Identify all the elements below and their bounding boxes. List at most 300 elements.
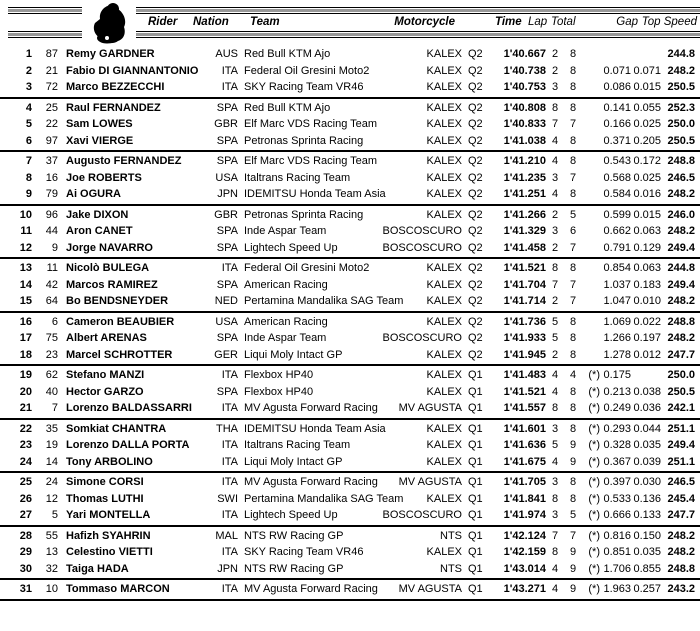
- motorcycle-make: KALEX: [426, 422, 462, 435]
- lap-time: 1'41.329: [503, 225, 546, 237]
- gap-to-first: 0.533: [603, 492, 631, 505]
- lap-time: 1'41.521: [503, 385, 546, 398]
- spacer: [58, 170, 66, 187]
- motorcycle-make: KALEX: [426, 101, 462, 114]
- rider-name: Joe ROBERTS: [66, 171, 142, 184]
- q1-marker: [582, 314, 600, 331]
- session-label: Q2: [468, 262, 483, 274]
- result-row: [0, 561, 700, 578]
- top-speed: 248.8: [667, 315, 695, 328]
- spacer: [58, 421, 66, 438]
- gap-to-previous: 0.012: [633, 348, 661, 361]
- nation-code: GER: [214, 348, 238, 361]
- nation-code: GBR: [214, 208, 238, 221]
- session-label: Q2: [468, 48, 483, 60]
- gap-to-previous: [631, 367, 661, 384]
- table-header: [0, 0, 700, 46]
- q1-marker: (*): [588, 439, 600, 451]
- total-laps: 9: [569, 546, 577, 558]
- lap-count: 4: [551, 369, 559, 381]
- lap-time: 1'41.704: [503, 278, 546, 291]
- rider-number: 21: [45, 64, 58, 77]
- rider-name: Celestino VIETTI: [66, 546, 153, 558]
- team-name: SKY Racing Team VR46: [244, 81, 364, 93]
- team-name: Liqui Moly Intact GP: [244, 348, 343, 361]
- session-label: Q1: [468, 492, 483, 505]
- lap-count: 7: [551, 118, 559, 130]
- result-row: [0, 293, 700, 310]
- total-laps: 7: [569, 278, 577, 291]
- result-row: [0, 186, 700, 203]
- top-speed: 248.8: [667, 562, 695, 575]
- result-row: [0, 63, 700, 80]
- team-name: IDEMITSU Honda Team Asia: [244, 188, 386, 200]
- session-label: Q2: [468, 241, 483, 254]
- total-laps: 8: [569, 422, 577, 435]
- nation-code: ITA: [221, 262, 238, 274]
- gap-to-previous: 0.133: [633, 509, 661, 521]
- gap-to-first: 0.816: [603, 529, 631, 542]
- gap-to-previous: 0.036: [633, 402, 661, 414]
- gap-to-first: 0.599: [603, 208, 631, 221]
- rider-number: 40: [45, 385, 58, 398]
- result-row: [0, 277, 700, 294]
- lap-count: 4: [551, 583, 559, 595]
- rider-name: Xavi VIERGE: [66, 134, 134, 147]
- nation-code: SPA: [216, 385, 238, 398]
- rider-number: 55: [45, 529, 58, 542]
- team-name: MV Agusta Forward Racing: [244, 583, 378, 595]
- position: 23: [19, 439, 32, 451]
- nation-code: USA: [215, 171, 238, 184]
- top-speed: 246.5: [667, 476, 695, 488]
- gap-to-previous: 0.016: [633, 188, 661, 200]
- session-label: Q1: [468, 385, 483, 398]
- position: 25: [19, 476, 32, 488]
- group-separator: [0, 418, 700, 420]
- rider-number: 6: [51, 315, 58, 328]
- lap-count: 2: [551, 295, 559, 307]
- team-name: Italtrans Racing Team: [244, 439, 351, 451]
- motorcycle-make: KALEX: [426, 262, 462, 274]
- position: 11: [20, 225, 32, 237]
- motorcycle-make: KALEX: [426, 134, 462, 147]
- top-speed: 251.1: [667, 455, 695, 468]
- lap-count: 4: [551, 134, 559, 147]
- column-header-gap: Gap: [616, 16, 638, 28]
- gap-to-first: 1.037: [603, 278, 631, 291]
- lap-count: 2: [551, 208, 559, 221]
- gap-to-previous: 0.205: [633, 134, 661, 147]
- rider-number: 23: [45, 348, 58, 361]
- motorcycle-make: NTS: [440, 529, 462, 542]
- team-name: Red Bull KTM Ajo: [244, 48, 331, 60]
- q1-marker: (*): [588, 562, 600, 575]
- top-speed: 251.1: [667, 422, 695, 435]
- motorcycle-make: NTS: [440, 562, 462, 575]
- team-name: Federal Oil Gresini Moto2: [244, 64, 370, 77]
- gap-to-previous: 0.025: [633, 171, 661, 184]
- result-row: [0, 153, 700, 170]
- spacer: [58, 63, 66, 80]
- lap-time: 1'41.601: [503, 422, 546, 435]
- rider-number: 5: [51, 509, 58, 521]
- position: 19: [19, 369, 32, 381]
- rider-number: 64: [45, 295, 58, 307]
- group-separator: [0, 525, 700, 527]
- motorcycle-make: KALEX: [426, 315, 462, 328]
- lap-time: 1'41.714: [503, 295, 546, 307]
- q1-marker: [582, 100, 600, 117]
- gap-to-previous: 0.150: [633, 529, 661, 542]
- nation-code: AUS: [215, 48, 238, 60]
- spacer: [58, 260, 66, 277]
- lap-time: 1'41.235: [503, 171, 546, 184]
- column-header-team: Team: [250, 16, 280, 28]
- nation-code: SPA: [216, 225, 238, 237]
- top-speed: 247.7: [667, 509, 695, 521]
- motorcycle-make: KALEX: [426, 369, 462, 381]
- group-separator: [0, 257, 700, 259]
- gap-to-previous: 0.257: [633, 583, 661, 595]
- position: 2: [25, 64, 32, 77]
- result-row: [0, 260, 700, 277]
- position: 21: [19, 402, 32, 414]
- position: 17: [19, 332, 32, 344]
- total-laps: 7: [569, 295, 577, 307]
- lap-time: 1'41.038: [503, 134, 546, 147]
- total-laps: 8: [569, 402, 577, 414]
- position: 14: [19, 278, 32, 291]
- spacer: [58, 474, 66, 491]
- gap-to-first: 1.047: [603, 295, 631, 307]
- spacer: [58, 384, 66, 401]
- spacer: [58, 100, 66, 117]
- q1-marker: [582, 207, 600, 224]
- top-speed: 252.3: [667, 101, 695, 114]
- motorcycle-make: KALEX: [426, 208, 462, 221]
- q1-marker: (*): [588, 546, 600, 558]
- nation-code: ITA: [221, 369, 238, 381]
- gap-to-first: 0.141: [603, 101, 631, 114]
- rider-name: Stefano MANZI: [66, 369, 145, 381]
- session-label: Q2: [468, 118, 483, 130]
- result-row: [0, 491, 700, 508]
- rider-number: 11: [46, 262, 58, 274]
- rider-number: 37: [45, 155, 58, 167]
- rider-number: 75: [45, 332, 58, 344]
- position: 3: [25, 81, 32, 93]
- lap-time: 1'41.675: [503, 455, 546, 468]
- gap-to-previous: 0.071: [633, 64, 661, 77]
- motorcycle-make: KALEX: [426, 295, 462, 307]
- lap-count: 4: [551, 455, 559, 468]
- top-speed: 244.8: [667, 262, 695, 274]
- position: 16: [19, 315, 32, 328]
- lap-count: 7: [551, 278, 559, 291]
- motorcycle-make: KALEX: [426, 439, 462, 451]
- rider-number: 32: [45, 562, 58, 575]
- rider-name: Ai OGURA: [66, 188, 121, 200]
- gap-to-previous: [631, 46, 661, 63]
- group-separator: [0, 204, 700, 206]
- lap-time: 1'43.271: [503, 583, 546, 595]
- lap-count: 8: [551, 101, 559, 114]
- lap-count: 3: [551, 171, 559, 184]
- rider-name: Lorenzo DALLA PORTA: [66, 439, 190, 451]
- team-name: Elf Marc VDS Racing Team: [244, 118, 378, 130]
- top-speed: 248.2: [667, 64, 695, 77]
- gap-to-previous: 0.063: [633, 262, 661, 274]
- total-laps: 8: [569, 476, 577, 488]
- top-speed: 250.5: [667, 385, 695, 398]
- position: 31: [19, 583, 32, 595]
- lap-time: 1'41.974: [503, 509, 546, 521]
- rider-name: Yari MONTELLA: [66, 509, 151, 521]
- team-name: Pertamina Mandalika SAG Team: [244, 492, 404, 505]
- session-label: Q1: [468, 529, 483, 542]
- team-name: IDEMITSU Honda Team Asia: [244, 422, 386, 435]
- total-laps: 8: [569, 315, 577, 328]
- position: 15: [19, 295, 32, 307]
- position: 13: [19, 262, 32, 274]
- gap-to-previous: 0.039: [633, 455, 661, 468]
- top-speed: 243.2: [667, 583, 695, 595]
- q1-marker: [582, 116, 600, 133]
- gap-to-first: 0.249: [603, 402, 631, 414]
- lap-count: 4: [551, 562, 559, 575]
- top-speed: 249.4: [667, 241, 695, 254]
- session-label: Q2: [468, 348, 483, 361]
- q1-marker: (*): [588, 385, 600, 398]
- group-separator: [0, 150, 700, 152]
- gap-to-previous: 0.183: [633, 278, 661, 291]
- gap-to-first: 0.166: [603, 118, 631, 130]
- result-row: [0, 170, 700, 187]
- top-speed: 248.2: [667, 529, 695, 542]
- q1-marker: (*): [588, 422, 600, 435]
- total-laps: 8: [569, 48, 577, 60]
- nation-code: SPA: [216, 332, 238, 344]
- nation-code: ITA: [221, 439, 238, 451]
- motorcycle-make: KALEX: [426, 81, 462, 93]
- gap-to-first: 1.963: [603, 583, 631, 595]
- gap-to-previous: 0.172: [633, 155, 661, 167]
- team-name: Petronas Sprinta Racing: [244, 134, 364, 147]
- top-speed: 244.8: [667, 48, 695, 60]
- gap-to-first: 0.662: [603, 225, 631, 237]
- rider-number: 13: [45, 546, 58, 558]
- position: 30: [19, 562, 32, 575]
- q1-marker: [582, 240, 600, 257]
- lap-count: 3: [551, 509, 559, 521]
- motorcycle-make: BOSCOSCURO: [382, 509, 462, 521]
- lap-count: 3: [551, 225, 559, 237]
- motorcycle-make: KALEX: [426, 171, 462, 184]
- position: 10: [19, 208, 32, 221]
- lap-count: 4: [551, 188, 559, 200]
- gap-to-previous: 0.197: [633, 332, 661, 344]
- lap-time: 1'41.945: [503, 348, 546, 361]
- result-row: [0, 367, 700, 384]
- lap-count: 7: [551, 529, 559, 542]
- gap-to-previous: 0.063: [633, 225, 661, 237]
- lap-count: 2: [551, 64, 559, 77]
- nation-code: USA: [215, 315, 238, 328]
- top-speed: 248.2: [667, 295, 695, 307]
- team-name: SKY Racing Team VR46: [244, 546, 364, 558]
- position: 1: [25, 48, 32, 60]
- lap-time: 1'40.738: [503, 64, 546, 77]
- lap-time: 1'42.159: [503, 546, 546, 558]
- q1-marker: (*): [588, 509, 600, 521]
- total-laps: 8: [569, 101, 577, 114]
- rider-name: Tommaso MARCON: [66, 583, 170, 595]
- gap-to-first: 0.086: [603, 81, 631, 93]
- rider-name: Bo BENDSNEYDER: [66, 295, 169, 307]
- gap-to-first: 0.568: [603, 171, 631, 184]
- motorcycle-make: KALEX: [426, 278, 462, 291]
- nation-code: SPA: [216, 241, 238, 254]
- total-laps: 8: [569, 134, 577, 147]
- rider-name: Augusto FERNANDEZ: [66, 155, 182, 167]
- rider-number: 35: [45, 422, 58, 435]
- gap-to-first: 0.584: [603, 188, 631, 200]
- rider-name: Marcos RAMIREZ: [66, 278, 158, 291]
- result-row: [0, 400, 700, 417]
- rider-name: Marcel SCHROTTER: [66, 348, 173, 361]
- team-name: Italtrans Racing Team: [244, 171, 351, 184]
- team-name: Elf Marc VDS Racing Team: [244, 155, 378, 167]
- rider-number: 25: [45, 101, 58, 114]
- team-name: Lightech Speed Up: [244, 241, 338, 254]
- rider-name: Cameron BEAUBIER: [66, 315, 175, 328]
- spacer: [58, 240, 66, 257]
- result-row: [0, 454, 700, 471]
- lap-time: 1'42.124: [503, 529, 546, 542]
- result-row: [0, 240, 700, 257]
- q1-marker: (*): [588, 402, 600, 414]
- gap-to-previous: 0.055: [633, 101, 661, 114]
- result-row: [0, 544, 700, 561]
- motorcycle-make: KALEX: [426, 455, 462, 468]
- rider-number: 79: [45, 188, 58, 200]
- position: 28: [19, 529, 32, 542]
- rider-number: 97: [45, 134, 58, 147]
- motorcycle-make: KALEX: [426, 188, 462, 200]
- result-row: [0, 116, 700, 133]
- total-laps: 8: [569, 385, 577, 398]
- team-name: Liqui Moly Intact GP: [244, 455, 343, 468]
- gap-to-first: 0.854: [603, 262, 631, 274]
- nation-code: THA: [216, 422, 238, 435]
- spacer: [58, 528, 66, 545]
- q1-marker: [582, 260, 600, 277]
- result-row: [0, 100, 700, 117]
- spacer: [58, 491, 66, 508]
- lap-time: 1'41.521: [503, 262, 546, 274]
- group-separator: [0, 471, 700, 473]
- total-laps: 8: [569, 262, 577, 274]
- q1-marker: [582, 223, 600, 240]
- q1-marker: (*): [588, 455, 600, 468]
- gap-to-previous: 0.035: [633, 546, 661, 558]
- top-speed: 250.0: [667, 369, 695, 381]
- session-label: Q2: [468, 155, 483, 167]
- top-speed: 248.2: [667, 546, 695, 558]
- column-header-total: Total: [551, 16, 576, 28]
- lap-count: 4: [551, 155, 559, 167]
- nation-code: ITA: [221, 64, 238, 77]
- rider-number: 72: [45, 81, 58, 93]
- gap-to-first: 0.791: [603, 241, 631, 254]
- total-laps: 8: [569, 348, 577, 361]
- lap-count: 4: [551, 385, 559, 398]
- gap-to-first: 1.069: [603, 315, 631, 328]
- team-name: American Racing: [244, 315, 328, 328]
- gap-to-first: 0.543: [603, 155, 631, 167]
- nation-code: ITA: [221, 583, 238, 595]
- gap-to-previous: 0.035: [633, 439, 661, 451]
- session-label: Q2: [468, 64, 483, 77]
- gap-to-first: 0.367: [603, 455, 631, 468]
- rider-name: Lorenzo BALDASSARRI: [66, 402, 192, 414]
- total-laps: 8: [569, 81, 577, 93]
- lap-count: 2: [551, 348, 559, 361]
- position: 4: [25, 101, 32, 114]
- column-header-motorcycle: Motorcycle: [394, 16, 455, 28]
- session-label: Q2: [468, 278, 483, 291]
- q1-marker: [582, 186, 600, 203]
- rider-name: Tony ARBOLINO: [66, 455, 153, 468]
- lap-count: 3: [551, 422, 559, 435]
- lap-count: 3: [551, 476, 559, 488]
- position: 27: [19, 509, 32, 521]
- gap-to-previous: 0.129: [633, 241, 661, 254]
- gap-to-previous: 0.015: [633, 81, 661, 93]
- lap-count: 2: [551, 48, 559, 60]
- position: 8: [25, 171, 32, 184]
- session-label: Q1: [468, 455, 483, 468]
- q1-marker: (*): [588, 476, 600, 488]
- position: 22: [19, 422, 32, 435]
- session-label: Q1: [468, 583, 483, 595]
- motorcycle-make: BOSCOSCURO: [382, 225, 462, 237]
- q1-marker: [582, 46, 600, 63]
- spacer: [58, 153, 66, 170]
- session-label: Q2: [468, 315, 483, 328]
- total-laps: 8: [569, 64, 577, 77]
- spacer: [58, 314, 66, 331]
- rider-name: Somkiat CHANTRA: [66, 422, 167, 435]
- nation-code: ITA: [221, 509, 238, 521]
- column-header-top-speed: Top Speed: [641, 16, 697, 28]
- top-speed: 245.4: [667, 492, 695, 505]
- gap-to-first: 1.278: [603, 348, 631, 361]
- spacer: [58, 367, 66, 384]
- spacer: [58, 46, 66, 63]
- gap-to-first: 0.293: [603, 422, 631, 435]
- rider-name: Hafizh SYAHRIN: [66, 529, 151, 542]
- team-name: Petronas Sprinta Racing: [244, 208, 364, 221]
- team-name: Red Bull KTM Ajo: [244, 101, 331, 114]
- gap-to-previous: 0.038: [633, 385, 661, 398]
- q1-marker: (*): [588, 492, 600, 505]
- total-laps: 8: [569, 155, 577, 167]
- rider-name: Marco BEZZECCHI: [66, 81, 165, 93]
- session-label: Q1: [468, 546, 483, 558]
- rider-number: 42: [45, 278, 58, 291]
